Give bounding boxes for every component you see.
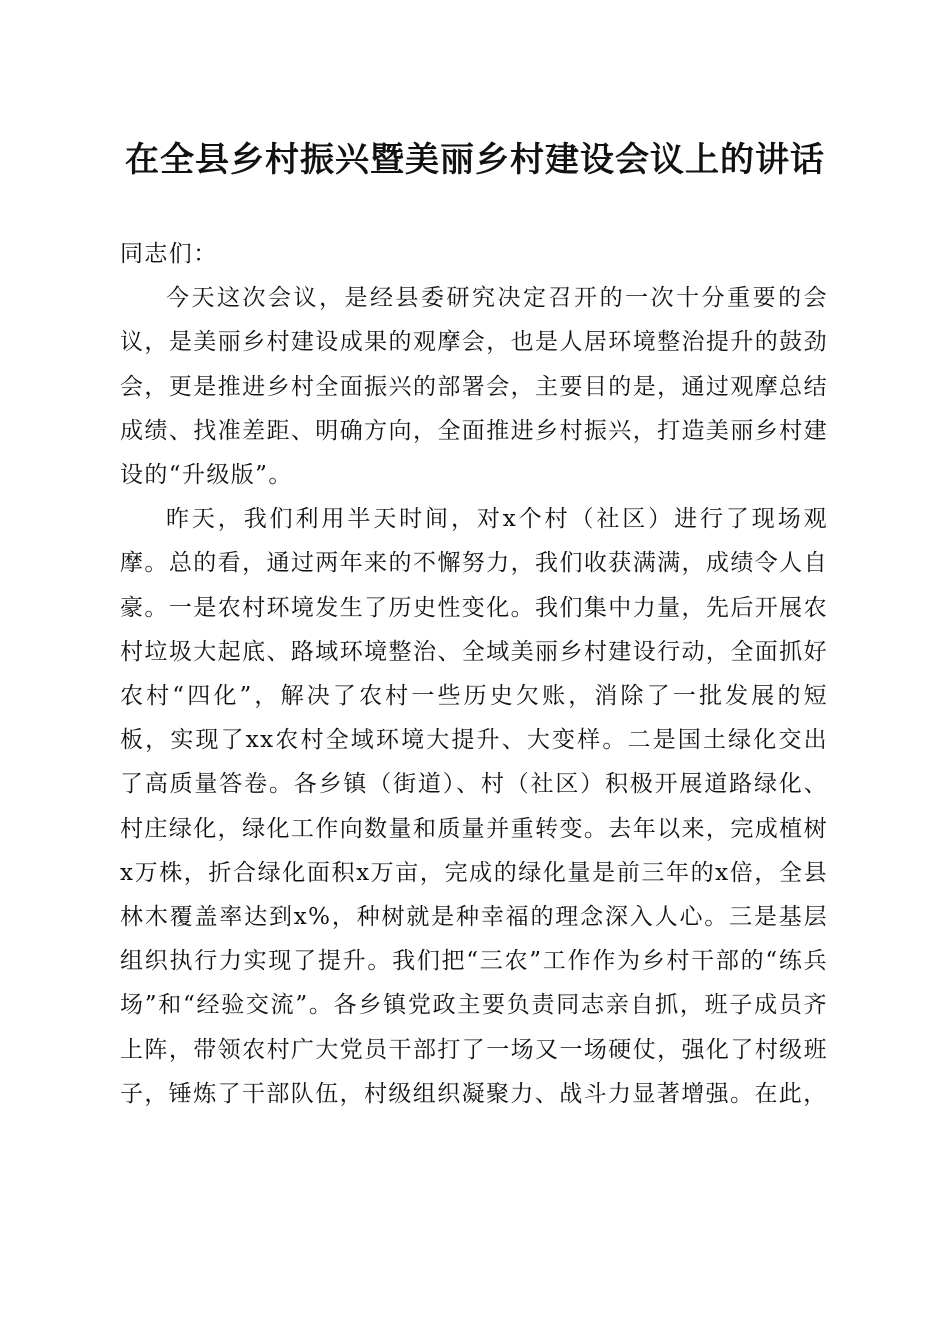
document-title: 在全县乡村振兴暨美丽乡村建设会议上的讲话 — [125, 140, 825, 180]
salutation: 同志们： — [120, 241, 218, 267]
paragraph-intro: 今天这次会议，是经县委研究决定召开的一次十分重要的会议，是美丽乡村建设成果的观摩会，也是人居环境整治提升的鼓劲会，更是推进乡村全面振兴的部署会，主要目的是，通过观摩总结成绩、找准差距、明确方向，全面推进乡村振兴，打造美丽乡村建设的“升级版”。 — [120, 285, 828, 489]
paragraph-achievements: 昨天，我们利用半天时间，对x个村（社区）进行了现场观摩。总的看，通过两年来的不懈努力，我们收获满满，成绩令人自豪。一是农村环境发生了历史性变化。我们集中力量，先后开展农村垃圾大起底、路域环境整治、全域美丽乡村建设行动，全面抓好农村“四化”，解决了农村一些历史欠账，消除了一批发展的短板，实现了xx农村全域环境大提升、大变样。二是国土绿化交出了高质量答卷。各乡镇（街道）、村（社区）积极开展道路绿化、村庄绿化，绿化工作向数量和质量并重转变。去年以来，完成植树x万株，折合绿化面积x万亩，完成的绿化量是前三年的x倍，全县林木覆盖率达到x%，种树就是种幸福的理念深入人心。三是基层组织执行力实现了提升。我们把“三农”工作作为乡村干部的“练兵场”和“经验交流”。各乡镇党政主要负责同志亲自抓，班子成员齐上阵，带领农村广大党员干部打了一场又一场硬仗，强化了村级班子，锤炼了干部队伍，村级组织凝聚力、战斗力显著增强。在此， — [120, 506, 828, 1107]
document-body — [120, 232, 828, 1116]
